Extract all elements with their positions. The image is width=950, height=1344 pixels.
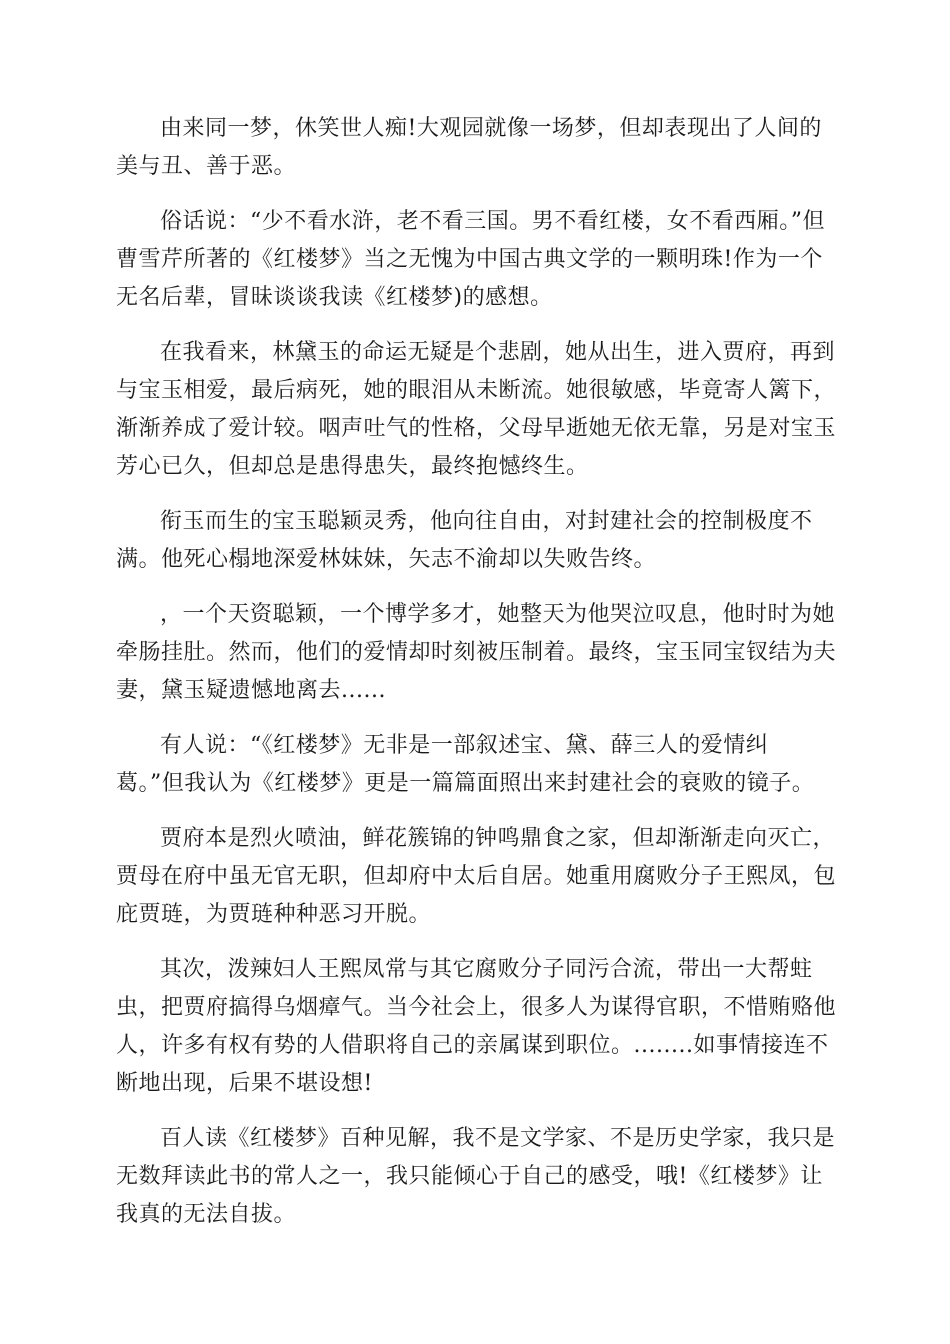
paragraph-1: 由来同一梦，休笑世人痴!大观园就像一场梦，但却表现出了人间的美与丑、善于恶。 (116, 116, 822, 179)
paragraph-5: ，一个天资聪颖，一个博学多才，她整天为他哭泣叹息，他时时为她牵肠挂肚。然而，他们的爱情却时刻被压制着。最终，宝玉同宝钗结为夫妻，黛玉疑遗憾地离去...... (116, 602, 837, 703)
essay-body (116, 110, 836, 1251)
paragraph-4: 衔玉而生的宝玉聪颖灵秀，他向往自由，对封建社会的控制极度不满。他死心榻地深爱林妹妹，矢志不渝却以失败告终。 (116, 509, 813, 572)
paragraph-3: 在我看来，林黛玉的命运无疑是个悲剧，她从出生，进入贾府，再到与宝玉相爱，最后病死，她的眼泪从未断流。她很敏感，毕竟寄人篱下，渐渐养成了爱计较。咽声吐气的性格，父母早逝她无依无靠，另是对宝玉芳心已久，但却总是患得患失，最终抱憾终生。 (116, 340, 837, 479)
paragraph-7: 贾府本是烈火喷油，鲜花簇锦的钟鸣鼎食之家，但却渐渐走向灭亡，贾母在府中虽无官无职，但却府中太后自居。她重用腐败分子王熙凤，包庇贾琏，为贾琏种种恶习开脱。 (116, 826, 837, 927)
paragraph-2: 俗话说：“少不看水浒，老不看三国。男不看红楼，女不看西厢。”但曹雪芹所著的《红楼梦》当之无愧为中国古典文学的一颗明珠!作为一个无名后辈，冒昧谈谈我读《红楼梦)的感想。 (116, 209, 825, 310)
paragraph-8: 其次，泼辣妇人王熙凤常与其它腐败分子同污合流，带出一大帮蛀虫，把贾府搞得乌烟瘴气。当今社会上，很多人为谋得官职，不惜贿赂他人，许多有权有势的人借职将自己的亲属谋到职位。........如事情接连不断地出现，后果不堪设想! (116, 957, 837, 1096)
paragraph-6: 有人说：“《红楼梦》无非是一部叙述宝、黛、薛三人的爱情纠葛。”但我认为《红楼梦》更是一篇篇面照出来封建社会的衰败的镜子。 (116, 733, 815, 796)
paragraph-9: 百人读《红楼梦》百种见解，我不是文学家、不是历史学家，我只是无数拜读此书的常人之一，我只能倾心于自己的感受，哦!《红楼梦》让我真的无法自拔。 (116, 1126, 836, 1227)
